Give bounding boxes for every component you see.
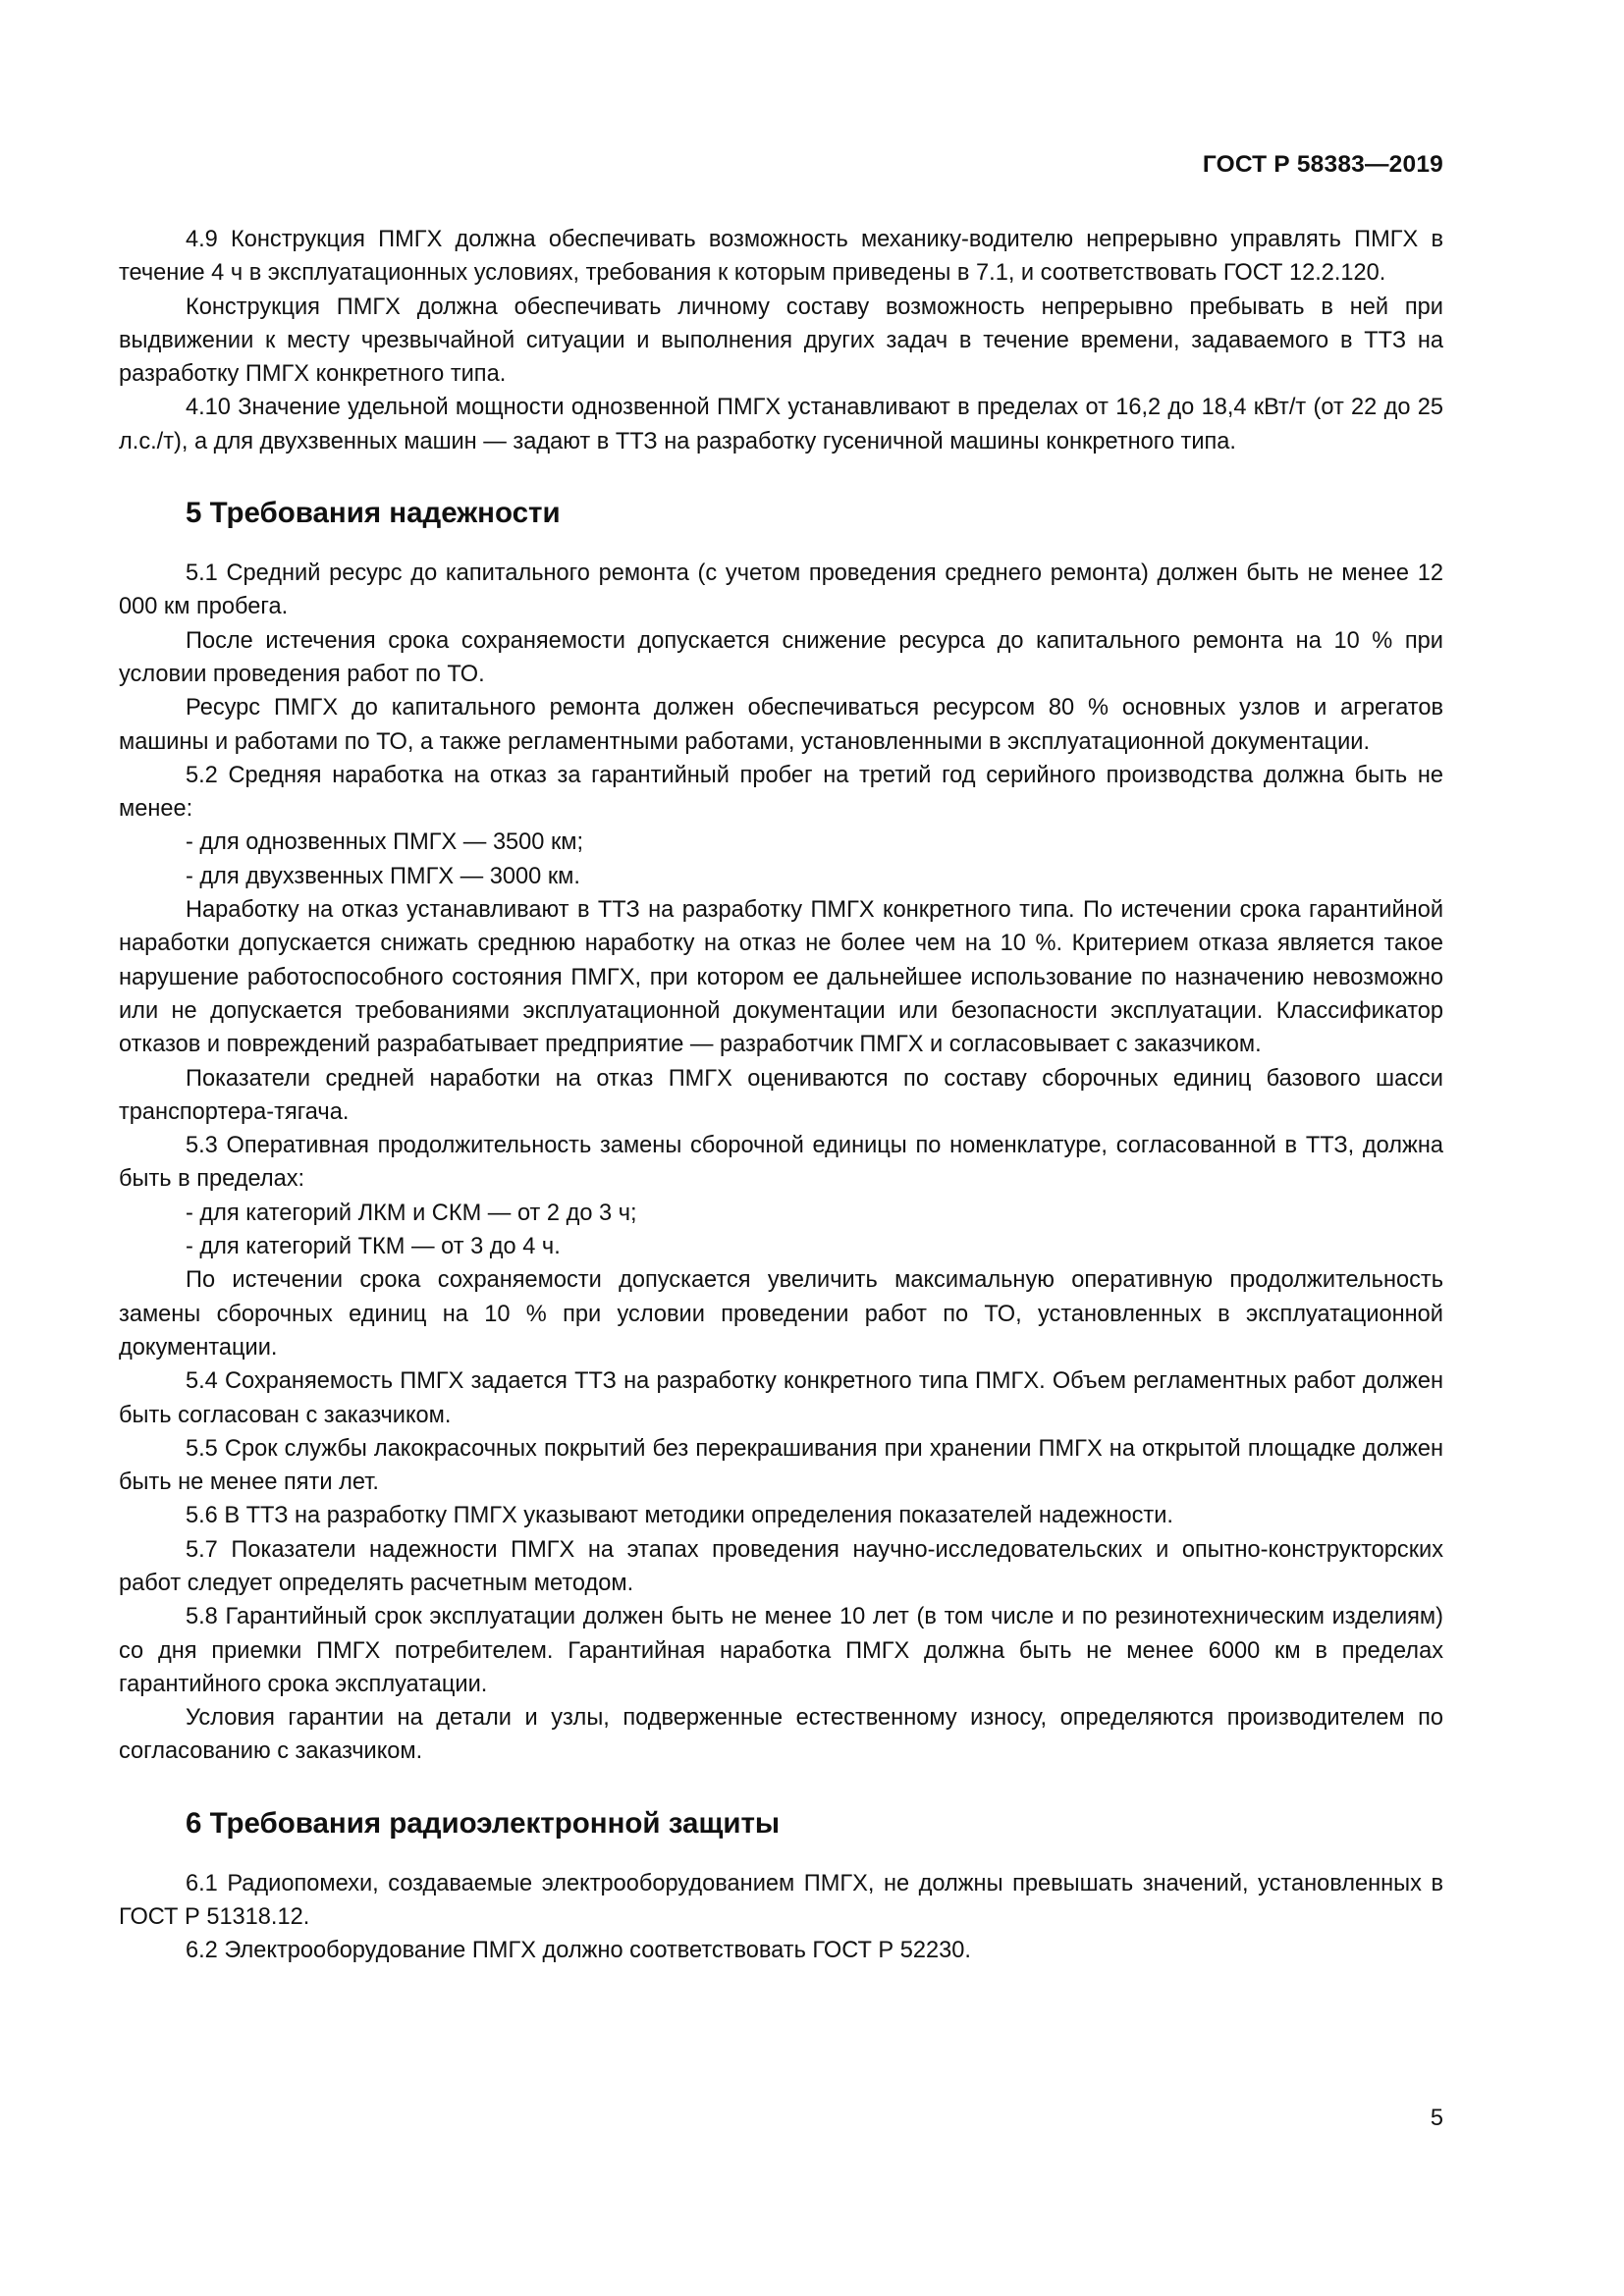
list-item-lkm-skm: - для категорий ЛКМ и СКМ — от 2 до 3 ч; (186, 1200, 637, 1226)
paragraph-5-2-b: Наработку на отказ устанавливают в ТТЗ на разработку ПМГХ конкретного типа. По истечении срока гарантийной наработки допускается снижать среднюю наработку на отказ не более чем на 10 %. Критерием отказа является такое нарушение работоспособного состояния ПМГХ, при котором ее дальнейшее использование по назначению невозможно или не допускается требованиями эксплуатационной документации или безопасности эксплуатации. Классификатор отказов и повреждений разрабатывает предприятие — разработчик ПМГХ и согласовывает с заказчиком. (119, 897, 1443, 1058)
document-code-header: ГОСТ Р 58383—2019 (1202, 151, 1443, 178)
paragraph-6-2: 6.2 Электрооборудование ПМГХ должно соответствовать ГОСТ Р 52230. (186, 1938, 971, 1964)
list-item-single-unit: - для однозвенных ПМГХ — 3500 км; (186, 829, 584, 856)
paragraph-5-2-c: Показатели средней наработки на отказ ПМГХ оцениваются по составу сборочных единиц базового шасси транспортера-тягача. (119, 1065, 1443, 1125)
paragraph-5-3-b: По истечении срока сохраняемости допускается увеличить максимальную оперативную продолжительность замены сборочных единиц на 10 % при условии проведении работ по ТО, установленных в эксплуатационной документации. (119, 1267, 1443, 1361)
paragraph-6-1: 6.1 Радиопомехи, создаваемые электрооборудованием ПМГХ, не должны превышать значений, установленных в ГОСТ Р 51318.12. (119, 1870, 1443, 1931)
paragraph-5-5: 5.5 Срок службы лакокрасочных покрытий без перекрашивания при хранении ПМГХ на открытой площадке должен быть не менее пяти лет. (119, 1435, 1443, 1496)
page-content (119, 223, 1443, 1968)
paragraph-4-10: 4.10 Значение удельной мощности однозвенной ПМГХ устанавливают в пределах от 16,2 до 18,4 кВт/т (от 22 до 25 л.с./т), а для двухзвенных машин — задают в ТТЗ на разработку гусеничной машины конкретного типа. (119, 395, 1443, 454)
paragraph-4-9-continued: Конструкция ПМГХ должна обеспечивать личному составу возможность непрерывно пребывать в ней при выдвижении к месту чрезвычайной ситуации и выполнения других задач в течение времени, задаваемого в ТТЗ на разработку ПМГХ конкретного типа. (119, 294, 1443, 388)
paragraph-5-6: 5.6 В ТТЗ на разработку ПМГХ указывают методики определения показателей надежности. (186, 1503, 1173, 1529)
paragraph-5-8: 5.8 Гарантийный срок эксплуатации должен быть не менее 10 лет (в том числе и по резинотехническим изделиям) со дня приемки ПМГХ потребителем. Гарантийная наработка ПМГХ должна быть не менее 6000 км в пределах гарантийного срока эксплуатации. (119, 1604, 1443, 1697)
paragraph-5-3: 5.3 Оперативная продолжительность замены сборочной единицы по номенклатуре, согласованной в ТТЗ, должна быть в пределах: (119, 1133, 1443, 1193)
list-item-two-unit: - для двухзвенных ПМГХ — 3000 км. (186, 863, 580, 889)
paragraph-4-9: 4.9 Конструкция ПМГХ должна обеспечивать возможность механику-водителю непрерывно управлять ПМГХ в течение 4 ч в эксплуатационных условиях, требования к которым приведены в 7.1, и соответствовать ГОСТ 12.2.120. (119, 227, 1443, 287)
list-item-tkm: - для категорий ТКМ — от 3 до 4 ч. (186, 1234, 561, 1260)
paragraph-5-8-b: Условия гарантии на детали и узлы, подверженные естественному износу, определяются производителем по согласованию с заказчиком. (119, 1705, 1443, 1765)
page-number: 5 (1430, 2106, 1443, 2131)
paragraph-5-1: 5.1 Средний ресурс до капитального ремонта (с учетом проведения среднего ремонта) должен быть не менее 12 000 км пробега. (119, 561, 1443, 620)
paragraph-5-2: 5.2 Средняя наработка на отказ за гарантийный пробег на третий год серийного производства должна быть не менее: (119, 762, 1443, 823)
section-6-heading: 6 Требования радиоэлектронной защиты (186, 1806, 781, 1840)
paragraph-5-1-c: Ресурс ПМГХ до капитального ремонта должен обеспечиваться ресурсом 80 % основных узлов и агрегатов машины и работами по ТО, а также регламентными работами, установленными в эксплуатационной документации. (119, 695, 1443, 755)
paragraph-5-7: 5.7 Показатели надежности ПМГХ на этапах проведения научно-исследовательских и опытно-конструкторских работ следует определять расчетным методом. (119, 1536, 1443, 1596)
paragraph-5-1-b: После истечения срока сохраняемости допускается снижение ресурса до капитального ремонта на 10 % при условии проведения работ по ТО. (119, 627, 1443, 687)
paragraph-5-4: 5.4 Сохраняемость ПМГХ задается ТТЗ на разработку конкретного типа ПМГХ. Объем регламентных работ должен быть согласован с заказчиком. (119, 1368, 1443, 1428)
section-5-heading: 5 Требования надежности (186, 497, 561, 530)
